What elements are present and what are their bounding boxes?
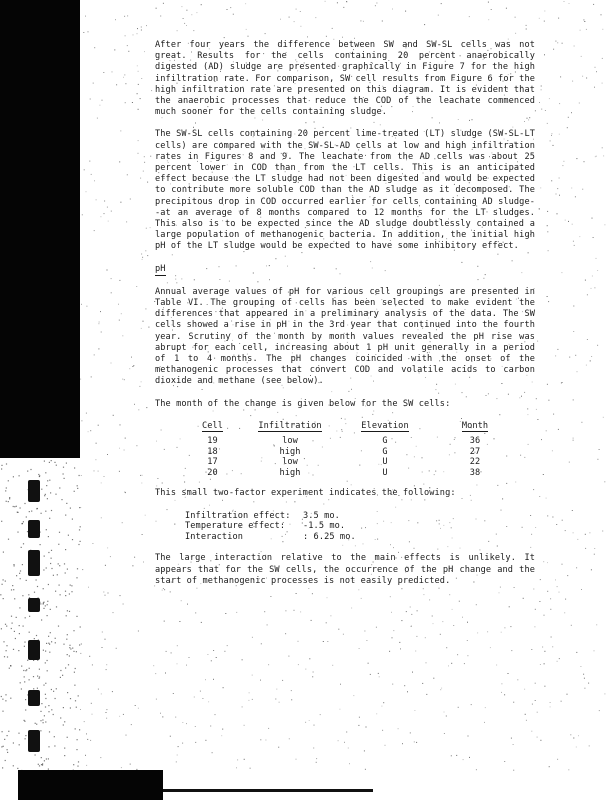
paragraph-ph-values: Annual average values of pH for various cell groupings are presented in Table VI. The grouping of cells has been selected to make evident the differences that appeared in a preliminary analysis of the data. The SW cells showed a rise in pH in the 3rd year that continued into the fourth year. Scrutiny of the month by month values revealed the pH rise was abrupt for each cell, increasing about 1 pH unit generally in a period of 1 to 4 months. The pH changes coincided with the onset of the methanogenic processes that convert COD and volatile acids to carbon dioxide and methane (see below). — [155, 286, 535, 387]
table-cell: 38 — [469, 467, 481, 478]
table-cell: G — [382, 436, 388, 447]
table-cell: high — [279, 446, 301, 457]
table-cell: 20 — [207, 467, 218, 478]
effect-label: Infiltration effect: — [185, 510, 291, 521]
table-header-row — [185, 421, 520, 436]
table-cell: U — [382, 467, 388, 478]
effect-row-temperature — [185, 521, 535, 532]
table-row — [185, 468, 520, 479]
scan-footer-line — [163, 789, 373, 792]
document-page — [155, 40, 535, 598]
scan-black-margin — [0, 0, 80, 458]
month-change-table — [185, 421, 520, 479]
table-row — [185, 447, 520, 458]
effect-value: 3.5 mo. — [303, 510, 340, 521]
scan-black-footer — [18, 770, 163, 800]
table-cell: low — [282, 436, 298, 447]
paragraph-experiment-intro: This small two-factor experiment indicates the following: — [155, 488, 456, 499]
effects-list — [185, 511, 535, 543]
paragraph-conclusion: The large interaction relative to the main effects is unlikely. It appears that for the SW cells, the occurrence of the pH change and the start of methanogenic processes is not easily predicted. — [155, 553, 535, 586]
effect-label: Temperature effect: — [185, 521, 286, 532]
column-header-infiltration: Infiltration — [258, 420, 322, 431]
table-cell: low — [282, 457, 298, 468]
effect-value: -1.5 mo. — [303, 521, 346, 532]
column-header-cell: Cell — [201, 420, 224, 431]
effect-row-infiltration — [185, 511, 535, 522]
paragraph-lime-treated: The SW-SL cells containing 20 percent lime-treated (LT) sludge (SW-SL-LT cells) are compared with the SW-SL-AD cells at low and high infiltration rates in Figures 8 and 9. The leachate from the AD cells was about 25 percent lower in COD than from the LT cells. This is an anticipated effect because the LT sludge had not been digested and would be expected to contribute more soluble COD than the AD sludge as it decomposed. The precipitous drop in COD occurred earlier for cells containing AD sludge--at an average of 8 months compared to 12 months for the LT sludges. This also is to be expected since the AD sludge doubtlessly contained a large population of methanogenic bacteria. In addition, the initial high pH of the LT sludge would be expected to have some inhibitory effect. — [155, 129, 535, 252]
table-row — [185, 457, 520, 468]
table-cell: G — [382, 446, 388, 457]
scan-edge-marks — [28, 470, 48, 770]
column-header-elevation: Elevation — [361, 420, 409, 431]
table-cell: 17 — [207, 457, 218, 468]
paragraph-comparison: After four years the difference between SW and SW-SL cells was not great. Results for the cells containing 20 percent anaerobically digested (AD) sludge are presented graphically in Figure 7 for the high infiltration rate. For comparison, SW cell results from Figure 6 for the high infiltration rate are presented on this diagram. It is evident that the anaerobic processes that reduce the COD of the leachate commenced much sooner for the cells containing sludge. — [155, 40, 535, 118]
table-cell: high — [279, 467, 301, 478]
effect-label: Interaction — [185, 531, 244, 542]
table-cell: 27 — [469, 446, 481, 457]
paragraph-month-intro: The month of the change is given below for the SW cells: — [155, 398, 451, 409]
table-cell: 22 — [469, 457, 481, 468]
effect-row-interaction — [185, 532, 535, 543]
table-cell: U — [382, 457, 388, 468]
section-heading-ph: pH — [155, 264, 166, 276]
table-cell: 19 — [207, 436, 218, 447]
table-cell: 36 — [469, 436, 481, 447]
column-header-month: Month — [461, 420, 489, 431]
effect-value: : 6.25 mo. — [303, 531, 356, 542]
table-row — [185, 436, 520, 447]
table-cell: 18 — [207, 446, 218, 457]
